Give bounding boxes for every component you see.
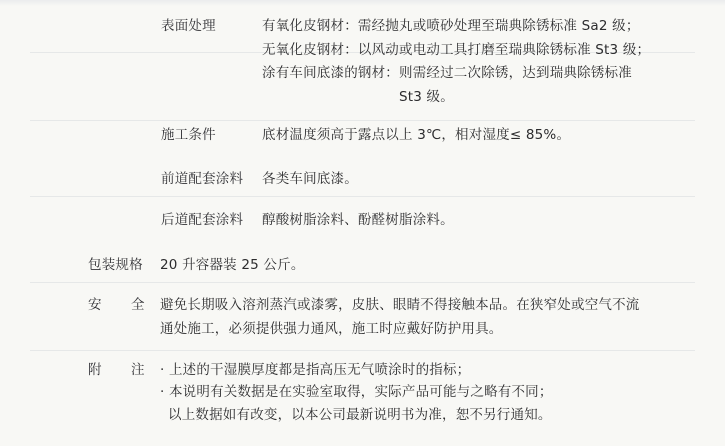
safety-label-first: 安 bbox=[88, 297, 102, 313]
previous-coat-text: 各类车间底漆。 bbox=[262, 171, 358, 187]
notes-label-second: 注 bbox=[131, 362, 145, 378]
subsequent-coat-label: 后道配套涂料 bbox=[161, 212, 244, 228]
surface-treatment-line: St3 级。 bbox=[399, 89, 454, 105]
packaging-text: 20 升容器装 25 公斤。 bbox=[160, 257, 305, 273]
background-rule bbox=[30, 120, 695, 121]
safety-line: 避免长期吸入溶剂蒸汽或漆雾，皮肤、眼睛不得接触本品。在狭窄处或空气不流 bbox=[160, 297, 640, 313]
surface-treatment-line: 无氧化皮钢材：以风动或电动工具打磨至瑞典除锈标准 St3 级； bbox=[262, 42, 651, 58]
surface-treatment-line: 有氧化皮钢材：需经抛丸或喷砂处理至瑞典除锈标准 Sa2 级； bbox=[262, 18, 640, 34]
surface-treatment-label: 表面处理 bbox=[161, 18, 216, 34]
background-rule bbox=[30, 196, 695, 197]
subsequent-coat-text: 醇酸树脂涂料、酚醛树脂涂料。 bbox=[262, 212, 454, 228]
notes-label-first: 附 bbox=[88, 362, 102, 378]
safety-line: 通处施工，必须提供强力通风，施工时应戴好防护用具。 bbox=[160, 321, 503, 337]
notes-line: · 本说明有关数据是在实验室取得，实际产品可能与之略有不同； bbox=[160, 384, 553, 400]
application-conditions-label: 施工条件 bbox=[161, 127, 216, 143]
background-rule bbox=[30, 282, 695, 283]
safety-label-second: 全 bbox=[131, 297, 145, 313]
packaging-label: 包装规格 bbox=[88, 257, 143, 273]
notes-line: 以上数据如有改变，以本公司最新说明书为准，恕不另行通知。 bbox=[168, 407, 552, 423]
application-conditions-text: 底材温度须高于露点以上 3℃，相对湿度≤ 85%。 bbox=[262, 127, 571, 143]
previous-coat-label: 前道配套涂料 bbox=[161, 171, 244, 187]
surface-treatment-line: 涂有车间底漆的钢材：则需经过二次除锈，达到瑞典除锈标准 bbox=[262, 65, 632, 81]
notes-line: · 上述的干湿膜厚度都是指高压无气喷涂时的指标； bbox=[160, 362, 471, 378]
background-rule bbox=[30, 350, 695, 351]
